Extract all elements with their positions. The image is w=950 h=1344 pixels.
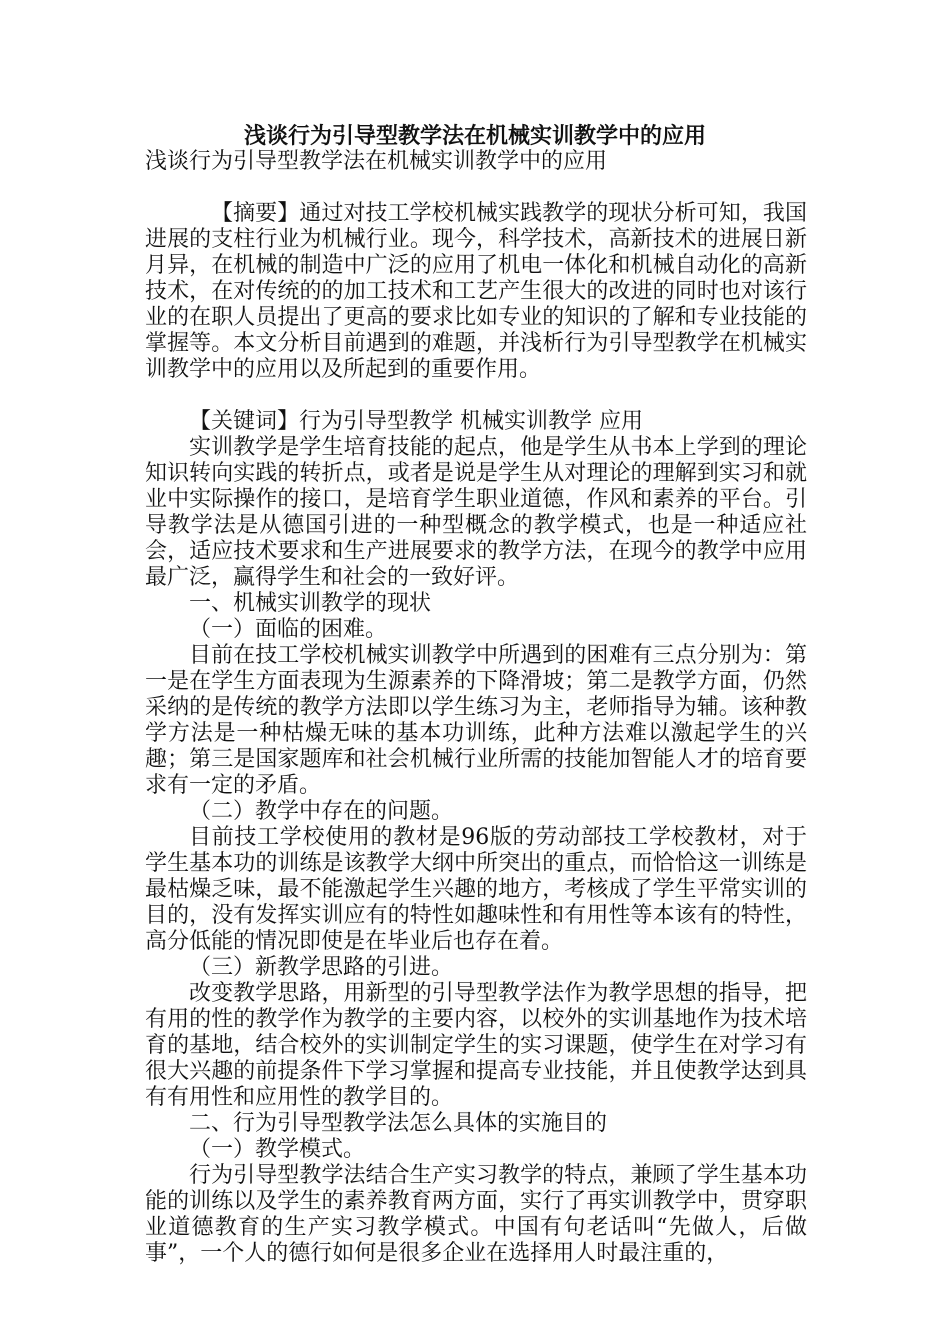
paragraph-1-3: 改变教学思路，用新型的引导型教学法作为教学思想的指导，把有用的性的教学作为教学的主要内容，以校外的实训基地作为技术培育的基地，结合校外的实训制定学生的实习课题，使学生在对学习有很大兴趣的前提条件下学习掌握和提高专业技能，并且使教学达到具有有用性和应用性的教学目的。 [145,981,807,1110]
subsection-heading-1-1: （一）面临的困难。 [189,617,388,642]
document-subtitle: 浅谈行为引导型教学法在机械实训教学中的应用 [145,149,608,174]
paragraph-1-2: 目前技工学校使用的教材是96版的劳动部技工学校教材，对于学生基本功的训练是该教学大纲中所突出的重点，而恰恰这一训练是最枯燥乏味，最不能激起学生兴趣的地方，考核成了学生平常实训的目的，没有发挥实训应有的特性如趣味性和有用性等本该有的特性，高分低能的情况即使是在毕业后也存在着。 [145,825,807,954]
section-heading-2: 二、行为引导型教学法怎么具体的实施目的 [189,1111,608,1136]
subsection-heading-2-1: （一）教学模式。 [189,1137,366,1162]
document-body [145,149,807,1267]
subsection-heading-1-2: （二）教学中存在的问题。 [189,799,454,824]
abstract-paragraph: 【摘要】通过对技工学校机械实践教学的现状分析可知，我国进展的支柱行业为机械行业。现今，科学技术，高新技术的进展日新月异，在机械的制造中广泛的应用了机电一体化和机械自动化的高新技术，在对传统的的加工技术和工艺产生很大的改进的同时也对该行业的在职人员提出了更高的要求比如专业的知识的了解和专业技能的掌握等。本文分析目前遇到的难题，并浅析行为引导型教学在机械实训教学中的应用以及所起到的重要作用。 [145,201,807,382]
spacer [145,175,807,201]
subsection-heading-1-3: （三）新教学思路的引进。 [189,955,454,980]
spacer [145,383,807,409]
keywords-line: 【关键词】行为引导型教学 机械实训教学 应用 [189,409,643,434]
document-title: 浅谈行为引导型教学法在机械实训教学中的应用 [243,124,706,149]
intro-paragraph: 实训教学是学生培育技能的起点，他是学生从书本上学到的理论知识转向实践的转折点，或者是说是学生从对理论的理解到实习和就业中实际操作的接口，是培育学生职业道德，作风和素养的平台。引导教学法是从德国引进的一种型概念的教学模式，也是一种适应社会，适应技术要求和生产进展要求的教学方法，在现今的教学中应用最广泛，赢得学生和社会的一致好评。 [145,435,807,590]
paragraph-1-1: 目前在技工学校机械实训教学中所遇到的困难有三点分别为：第一是在学生方面表现为生源素养的下降滑坡；第二是教学方面，仍然采纳的是传统的教学方法即以学生练习为主，老师指导为辅。该种教学方法是一种枯燥无味的基本功训练，此种方法难以激起学生的兴趣；第三是国家题库和社会机械行业所需的技能加智能人才的培育要求有一定的矛盾。 [145,643,807,798]
section-heading-1: 一、机械实训教学的现状 [189,591,432,616]
paragraph-2-1: 行为引导型教学法结合生产实习教学的特点，兼顾了学生基本功能的训练以及学生的素养教育两方面，实行了再实训教学中，贯穿职业道德教育的生产实习教学模式。中国有句老话叫“先做人，后做事”，一个人的德行如何是很多企业在选择用人时最注重的， [145,1163,807,1266]
